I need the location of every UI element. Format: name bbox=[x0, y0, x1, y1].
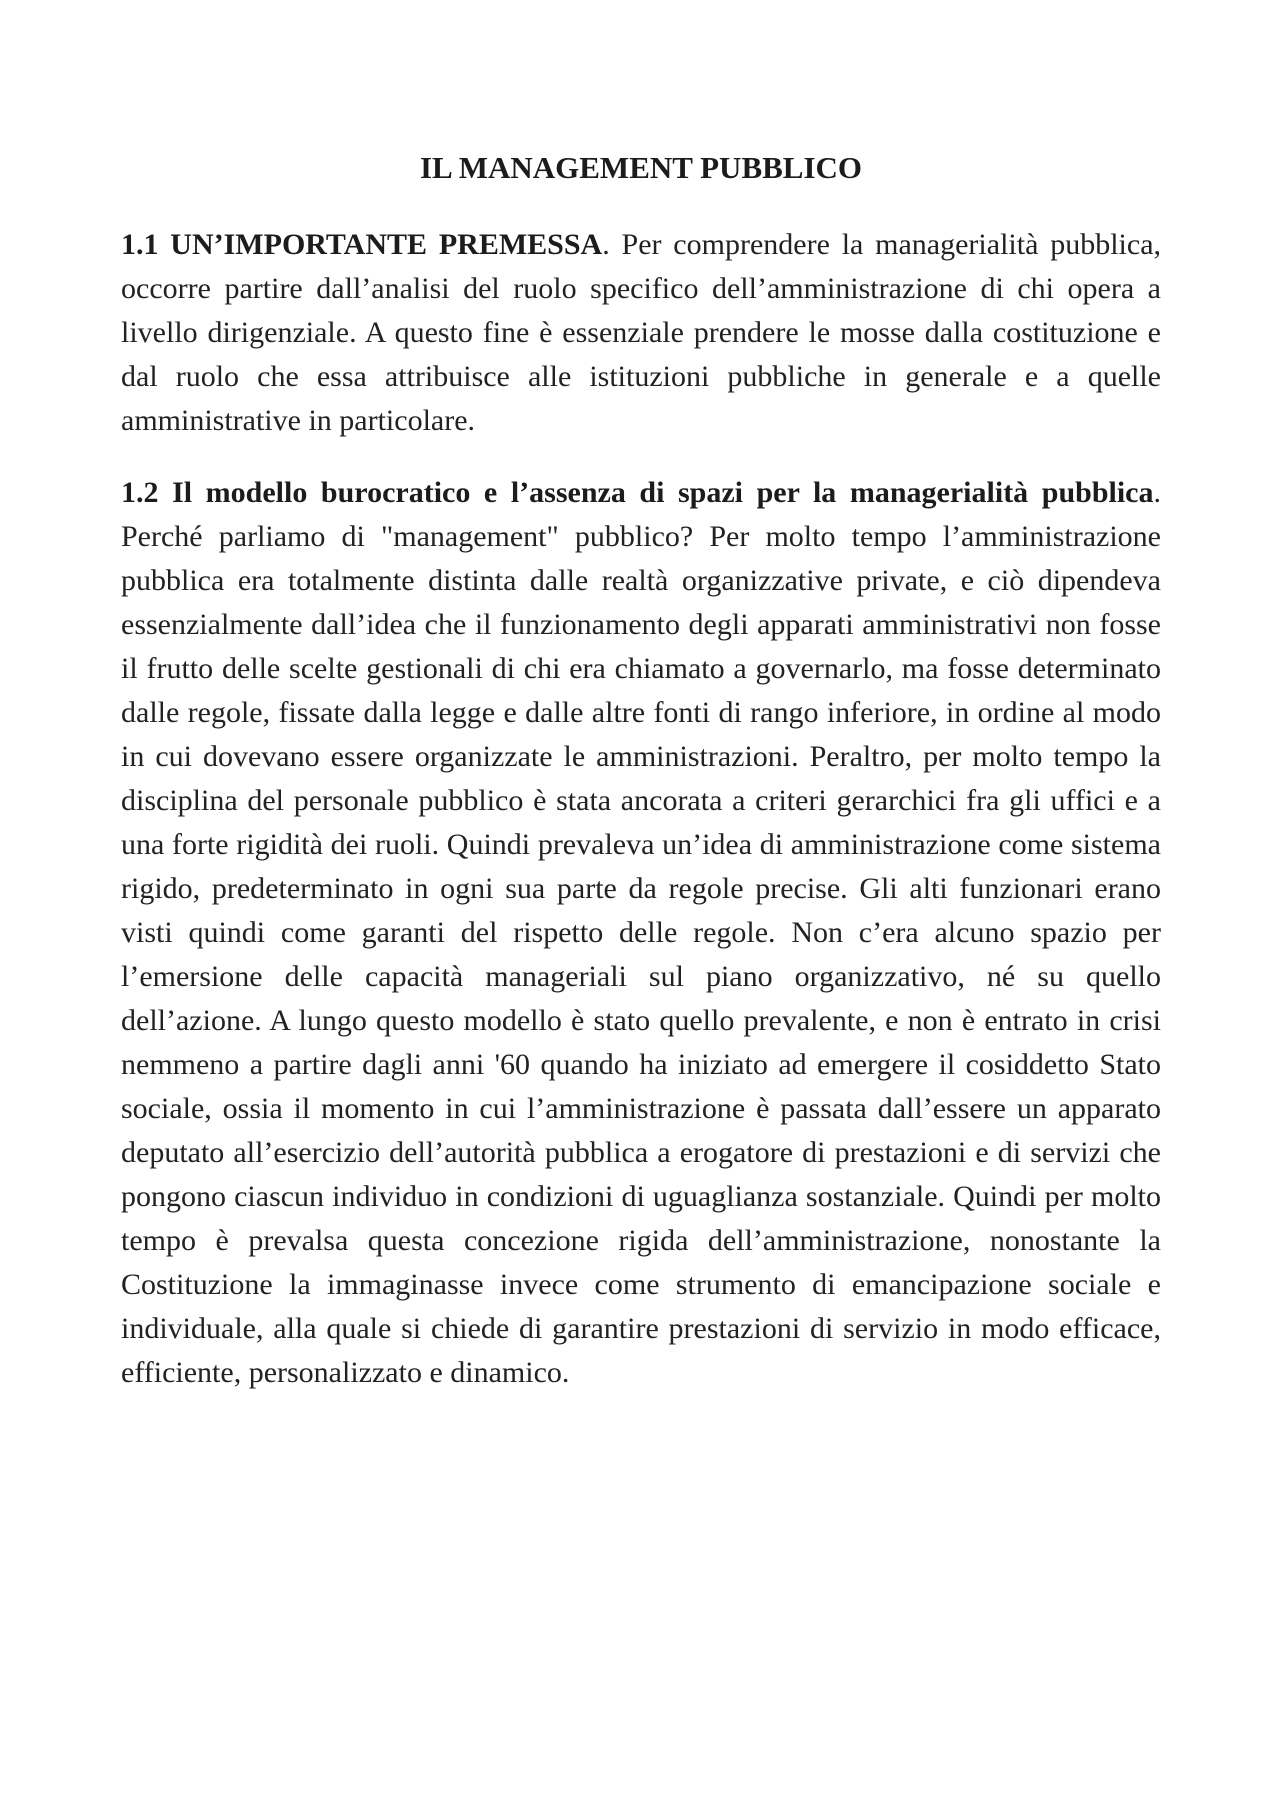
section-1-heading: 1.1 UN’IMPORTANTE PREMESSA bbox=[121, 228, 603, 261]
document-title: IL MANAGEMENT PUBBLICO bbox=[419, 150, 863, 185]
section-2-paragraph bbox=[121, 471, 1161, 1395]
section-1-text: . Per comprendere la managerialità pubblica, occorre partire dall’analisi del ruolo specifico dell’amministrazione di chi opera a livello dirigenziale. A questo fine è essenziale prendere le mosse dalla costituzione e dal ruolo che essa attribuisce alle istituzioni pubbliche in generale e a quelle amministrative in particolare. bbox=[121, 228, 1162, 437]
section-1-paragraph bbox=[121, 223, 1161, 443]
section-2-heading: 1.2 Il modello burocratico e l’assenza di spazi per la managerialità pubblica bbox=[121, 476, 1154, 509]
document-page bbox=[121, 146, 1161, 1423]
section-2-text: . Perché parliamo di "management" pubblico? Per molto tempo l’amministrazione pubblica era totalmente distinta dalle realtà organizzative private, e ciò dipendeva essenzialmente dall’idea che il funzionamento degli apparati amministrativi non fosse il frutto delle scelte gestionali di chi era chiamato a governarlo, ma fosse determinato dalle regole, fissate dalla legge e dalle altre fonti di rango inferiore, in ordine al modo in cui dovevano essere organizzate le amministrazioni. Peraltro, per molto tempo la disciplina del personale pubblico è stata ancorata a criteri gerarchici fra gli uffici e a una forte rigidità dei ruoli. Quindi prevaleva un’idea di amministrazione come sistema rigido, predeterminato in ogni sua parte da regole precise. Gli alti funzionari erano visti quindi come garanti del rispetto delle regole. Non c’era alcuno spazio per l’emersione delle capacità manageriali sul piano organizzativo, né su quello dell’azione. A lungo questo modello è stato quello prevalente, e non è entrato in crisi nemmeno a partire dagli anni '60 quando ha iniziato ad emergere il cosiddetto Stato sociale, ossia il momento in cui l’amministrazione è passata dall’essere un apparato deputato all’esercizio dell’autorità pubblica a erogatore di prestazioni e di servizi che pongono ciascun individuo in condizioni di uguaglianza sostanziale. Quindi per molto tempo è prevalsa questa concezione rigida dell’amministrazione, nonostante la Costituzione la immaginasse invece come strumento di emancipazione sociale e individuale, alla quale si chiede di garantire prestazioni di servizio in modo efficace, efficiente, personalizzato e dinamico. bbox=[121, 476, 1161, 1389]
